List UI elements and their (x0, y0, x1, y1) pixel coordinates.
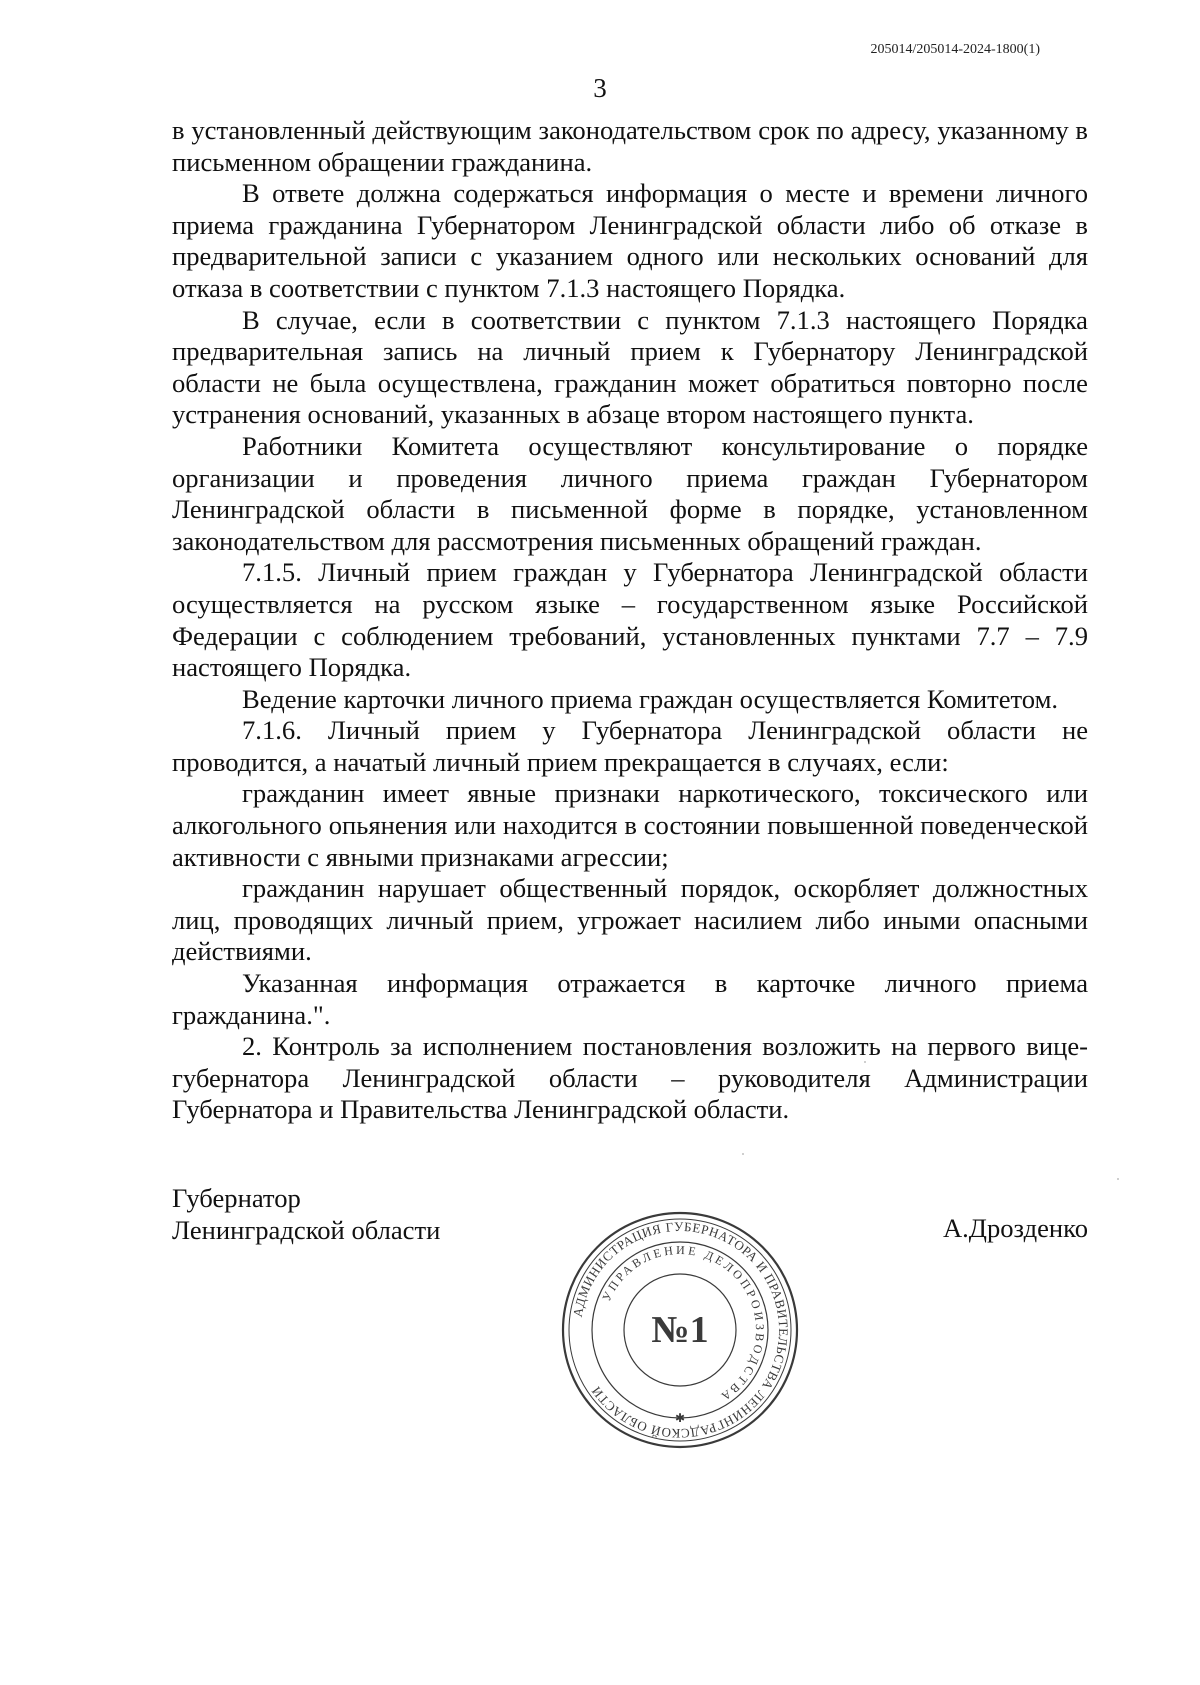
signatory-title-line: Губернатор (172, 1183, 301, 1213)
page-number: 3 (593, 73, 607, 103)
document-body (172, 115, 1088, 1126)
paragraph: В ответе должна содержаться информация о месте и времени личного приема гражданина Губернатором Ленинградской области либо об отказе в предварительной записи с указанием одного или нескольких оснований для отказа в соответствии с пунктом 7.1.3 настоящего Порядка. (172, 178, 1088, 303)
stamp-number: №1 (651, 1309, 709, 1351)
paragraph: 7.1.5. Личный прием граждан у Губернатора Ленинградской области осуществляется на русском языке – государственном языке Российской Федерации с соблюдением требований, установленных пунктами 7.7 – 7.9 настоящего Порядка. (172, 557, 1088, 683)
scan-speck (864, 1061, 866, 1063)
paragraph: Указанная информация отражается в карточке личного приема гражданина.". (172, 968, 1088, 1030)
document-id: 205014/205014-2024-1800(1) (870, 42, 1040, 57)
paragraph: Работники Комитета осуществляют консультирование о порядке организации и проведения личного приема граждан Губернатором Ленинградской области в письменной форме в порядке, установленном законодательством для рассмотрения письменных обращений граждан. (172, 430, 1088, 556)
stamp-outer-text: АДМИНИСТРАЦИЯ ГУБЕРНАТОРА И ПРАВИТЕЛЬСТВА ЛЕНИНГРАДСКОЙ ОБЛАСТИ (569, 1218, 792, 1442)
signatory-name: А.Дрозденко (942, 1213, 1088, 1243)
office-stamp (560, 1210, 800, 1450)
signatory-title (172, 1183, 440, 1246)
stamp-star-icon: ✱ (674, 1411, 686, 1425)
scan-speck (1117, 1178, 1119, 1180)
scan-speck (742, 1153, 744, 1155)
signatory-title-line: Ленинградской области (172, 1214, 441, 1245)
stamp-graphic (560, 1210, 800, 1450)
paragraph: 7.1.6. Личный прием у Губернатора Ленинградской области не проводится, а начатый личный прием прекращается в случаях, если: (172, 715, 1088, 777)
paragraph: гражданин нарушает общественный порядок, оскорбляет должностных лиц, проводящих личный прием, угрожает насилием либо иными опасными действиями. (172, 873, 1088, 967)
paragraph: В случае, если в соответствии с пунктом 7.1.3 настоящего Порядка предварительная запись на личный прием к Губернатору Ленинградской области не была осуществлена, гражданин может обратиться повторно после устранения оснований, указанных в абзаце втором настоящего пункта. (172, 304, 1088, 430)
paragraph: Ведение карточки личного приема граждан осуществляется Комитетом. (242, 683, 1059, 714)
paragraph: гражданин имеет явные признаки наркотического, токсического или алкогольного опьянения или находится в состоянии повышенной поведенческой активности с явными признаками агрессии; (172, 778, 1088, 872)
stamp-inner-text: УПРАВЛЕНИЕ ДЕЛОПРОИЗВОДСТВА (599, 1242, 768, 1406)
paragraph: 2. Контроль за исполнением постановления возложить на первого вице-губернатора Ленинградской области – руководителя Администрации Губернатора и Правительства Ленинградской области. (172, 1031, 1088, 1125)
paragraph: в установленный действующим законодательством срок по адресу, указанному в письменном обращении гражданина. (172, 115, 1088, 177)
